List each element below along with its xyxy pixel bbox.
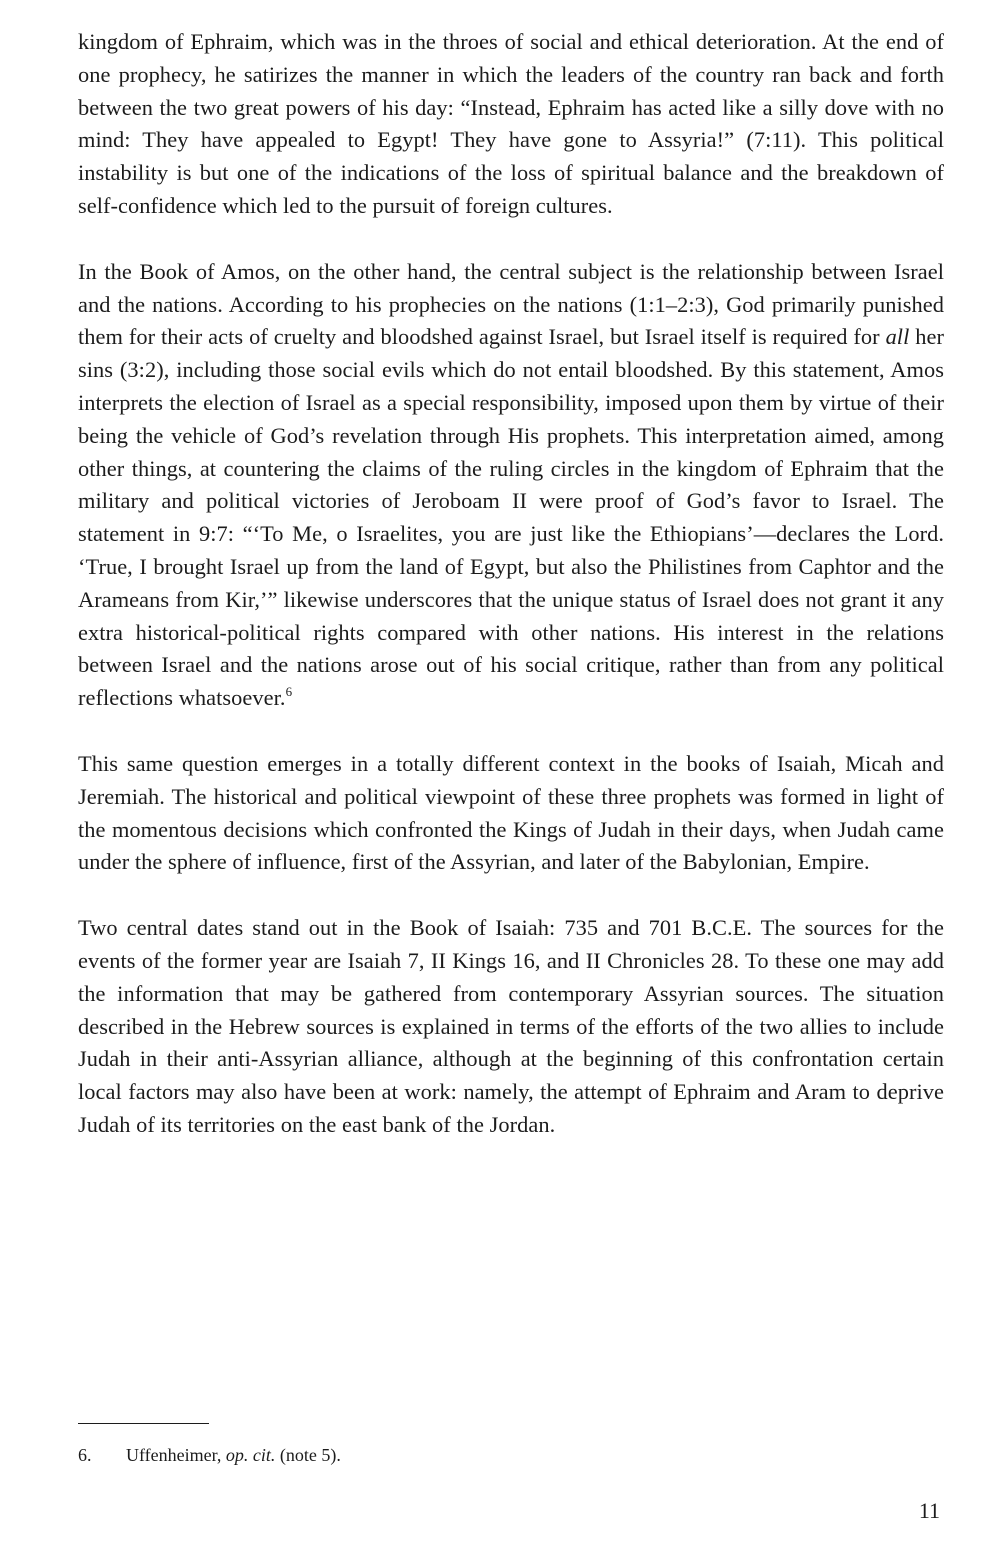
paragraph-text: Two central dates stand out in the Book of Isaiah: 735 and 701 B.C.E. The sources for the events of the former year are Isaiah 7, II Kings 16, and II Chronicles 28. To these one may add the information that may be gathered from contemporary Assyrian sources. The situation described in the Hebrew sources is explained in terms of the efforts of the two allies to include Judah in their anti-Assyrian alliance, although at the beginning of this confrontation certain local factors may also have been at work: namely, the attempt of Ephraim and Aram to deprive Judah of its territories on the east bank of the Jordan. (78, 915, 944, 1137)
page-body (78, 26, 944, 1142)
paragraph-text: her sins (3:2), including those social evils which do not entail bloodshed. By this statement, Amos interprets the election of Israel as a special responsibility, imposed upon them by virtue of their being the vehicle of God’s revelation through His prophets. This interpretation aimed, among other things, at countering the claims of the ruling circles in the kingdom of Ephraim that the military and political victories of Jeroboam II were proof of God’s favor to Israel. The statement in 9:7: “‘To Me, o Israelites, you are just like the Ethiopians’—declares the Lord. ‘True, I brought Israel up from the land of Egypt, but also the Philistines from Caphtor and the Arameans from Kir,’” likewise underscores that the unique status of Israel does not grant it any extra historical-political rights compared with other nations. His interest in the relations between Israel and the nations arose out of his social critique, rather than from any political reflections whatsoever. (78, 324, 944, 711)
footnote-author: Uffenheimer, (126, 1445, 222, 1465)
paragraph-2 (78, 256, 944, 715)
paragraph-text: In the Book of Amos, on the other hand, the central subject is the relationship between Israel and the nations. According to his prophecies on the nations (1:1–2:3), God primarily punished them for their acts of cruelty and bloodshed against Israel, but Israel itself is required for (78, 258, 944, 350)
paragraph-4 (78, 912, 944, 1142)
paragraph-1 (78, 26, 944, 223)
footnote (78, 1443, 341, 1467)
footnote-number: 6. (78, 1445, 92, 1465)
footnote-reference: 6 (285, 684, 293, 700)
footnote-note: (note 5). (279, 1445, 341, 1465)
paragraph-text: kingdom of Ephraim, which was in the throes of social and ethical deterioration. At the end of one prophecy, he satirizes the manner in which the leaders of the country ran back and forth between the two great powers of his day: “Instead, Ephraim has acted like a silly dove with no mind: They have appealed to Egypt! They have gone to Assyria!” (7:11). This political instability is but one of the indications of the loss of spiritual balance and the breakdown of self-confidence which led to the pursuit of foreign cultures. (78, 29, 944, 218)
footnote-divider (78, 1423, 209, 1424)
emphasis-text: all (885, 324, 910, 350)
paragraph-text: This same question emerges in a totally different context in the books of Isaiah, Micah and Jeremiah. The historical and political viewpoint of these three prophets was formed in light of the momentous decisions which confronted the Kings of Judah in their days, when Judah came under the sphere of influence, first of the Assyrian, and later of the Babylonian, Empire. (78, 750, 944, 875)
footnote-citation: op. cit. (225, 1445, 276, 1465)
page-number: 11 (918, 1498, 940, 1523)
paragraph-3 (78, 748, 944, 879)
